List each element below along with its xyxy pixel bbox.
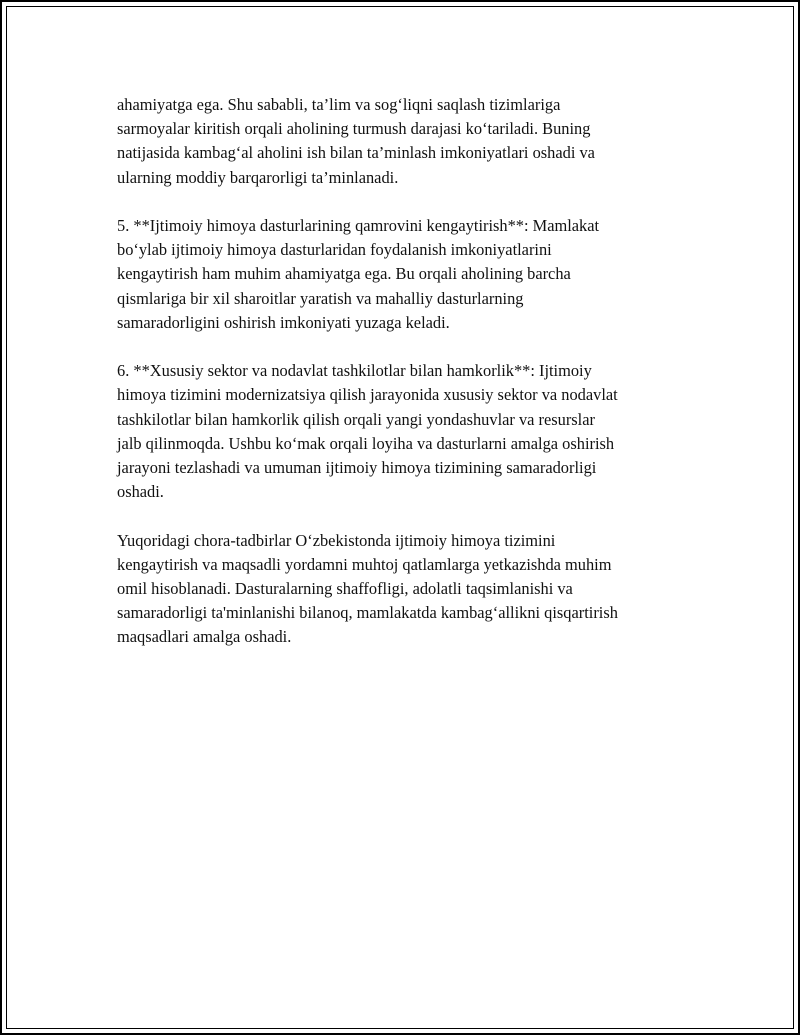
text-line: kengaytirish va maqsadli yordamni muhtoj qatlamlarga yetkazishda muhim — [117, 554, 612, 574]
paragraph-item-5 — [117, 214, 692, 335]
text-line: samaradorligi ta'minlanishi bilanoq, mamlakatda kambag‘allikni qisqartirish — [117, 603, 618, 623]
text-line: maqsadlari amalga oshadi. — [117, 627, 292, 647]
text-line: tashkilotlar bilan hamkorlik qilish orqali yangi yondashuvlar va resurslar — [117, 409, 595, 429]
document-body — [117, 93, 692, 674]
text-line: 5. **Ijtimoiy himoya dasturlarining qamrovini kengaytirish**: Mamlakat — [117, 216, 600, 235]
text-line: qismlariga bir xil sharoitlar yaratish va mahalliy dasturlarning — [117, 288, 524, 308]
text-line: himoya tizimini modernizatsiya qilish jarayonida xususiy sektor va nodavlat — [117, 385, 618, 405]
text-line: sarmoyalar kiritish orqali aholining turmush darajasi ko‘tariladi. Buning — [117, 119, 591, 139]
text-line: natijasida kambag‘al aholini ish bilan ta’minlash imkoniyatlari oshadi va — [117, 143, 595, 163]
text-line: oshadi. — [117, 482, 164, 502]
text-line: ularning moddiy barqarorligi ta’minlanadi. — [117, 167, 399, 187]
text-line: 6. **Xususiy sektor va nodavlat tashkilotlar bilan hamkorlik**: Ijtimoiy — [117, 361, 592, 381]
paragraph-conclusion — [117, 529, 692, 650]
paragraph-item-6 — [117, 359, 692, 504]
text-line: kengaytirish ham muhim ahamiyatga ega. Bu orqali aholining barcha — [117, 264, 571, 284]
paragraph-continuation — [117, 93, 692, 190]
text-line: Yuqoridagi chora-tadbirlar O‘zbekistonda ijtimoiy himoya tizimini — [117, 530, 556, 550]
text-line: jalb qilinmoqda. Ushbu ko‘mak orqali loyiha va dasturlarni amalga oshirish — [117, 433, 615, 453]
text-line: samaradorligini oshirish imkoniyati yuzaga keladi. — [117, 312, 450, 332]
text-line: bo‘ylab ijtimoiy himoya dasturlaridan foydalanish imkoniyatlarini — [117, 240, 552, 260]
text-line: jarayoni tezlashadi va umuman ijtimoiy himoya tizimining samaradorligi — [117, 458, 597, 478]
text-line: omil hisoblanadi. Dasturalarning shaffofligi, adolatli taqsimlanishi va — [117, 579, 573, 599]
text-line: ahamiyatga ega. Shu sababli, ta’lim va sog‘liqni saqlash tizimlariga — [117, 95, 561, 114]
